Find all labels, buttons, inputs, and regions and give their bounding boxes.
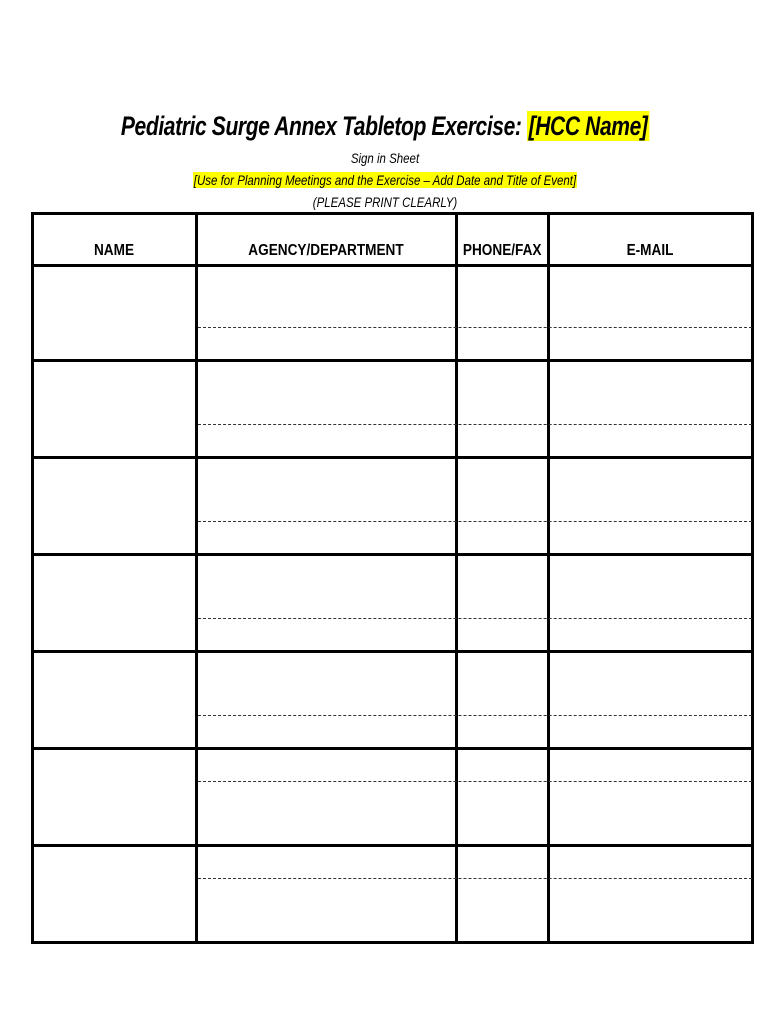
table-cell-phone[interactable] [458, 556, 547, 650]
table-cell-email[interactable] [550, 459, 751, 553]
table-cell-name[interactable] [34, 266, 195, 359]
table-cell-name[interactable] [34, 362, 195, 456]
table-cell-agency[interactable] [198, 847, 455, 941]
column-header-name: NAME [93, 242, 135, 259]
table-cell-email[interactable] [550, 847, 751, 941]
table-cell-phone[interactable] [458, 459, 547, 553]
dashed-guide-line [198, 618, 752, 619]
table-cell-name[interactable] [34, 459, 195, 553]
subtitle: Sign in Sheet [350, 150, 420, 166]
dashed-guide-line [198, 521, 752, 522]
table-cell-email[interactable] [550, 266, 751, 359]
table-cell-agency[interactable] [198, 556, 455, 650]
print-note: (PLEASE PRINT CLEARLY) [312, 194, 458, 210]
table-cell-email[interactable] [550, 653, 751, 747]
table-cell-phone[interactable] [458, 847, 547, 941]
table-cell-name[interactable] [34, 653, 195, 747]
table-right-border [751, 212, 754, 944]
table-cell-phone[interactable] [458, 750, 547, 844]
table-cell-email[interactable] [550, 556, 751, 650]
table-cell-agency[interactable] [198, 459, 455, 553]
dashed-guide-line [198, 781, 752, 782]
dashed-guide-line [198, 424, 752, 425]
table-cell-email[interactable] [550, 362, 751, 456]
dashed-guide-line [198, 878, 752, 879]
dashed-guide-line [198, 715, 752, 716]
table-cell-name[interactable] [34, 750, 195, 844]
table-cell-agency[interactable] [198, 266, 455, 359]
table-cell-agency[interactable] [198, 750, 455, 844]
table-top-border [31, 212, 754, 215]
table-cell-email[interactable] [550, 750, 751, 844]
table-cell-name[interactable] [34, 556, 195, 650]
table-cell-phone[interactable] [458, 653, 547, 747]
table-cell-agency[interactable] [198, 653, 455, 747]
dashed-guide-line [198, 327, 752, 328]
table-cell-phone[interactable] [458, 362, 547, 456]
title-main: Pediatric Surge Annex Tabletop Exercise: [120, 111, 528, 141]
column-header-email: E-MAIL [626, 242, 674, 259]
title-highlight: [HCC Name] [528, 111, 648, 141]
instruction-text: [Use for Planning Meetings and the Exercise – Add Date and Title of Event] [193, 172, 577, 188]
table-bottom-border [31, 941, 754, 944]
column-header-agency: AGENCY/DEPARTMENT [248, 242, 404, 259]
table-cell-phone[interactable] [458, 266, 547, 359]
table-cell-agency[interactable] [198, 362, 455, 456]
column-header-phone: PHONE/FAX [462, 242, 542, 259]
table-cell-name[interactable] [34, 847, 195, 941]
